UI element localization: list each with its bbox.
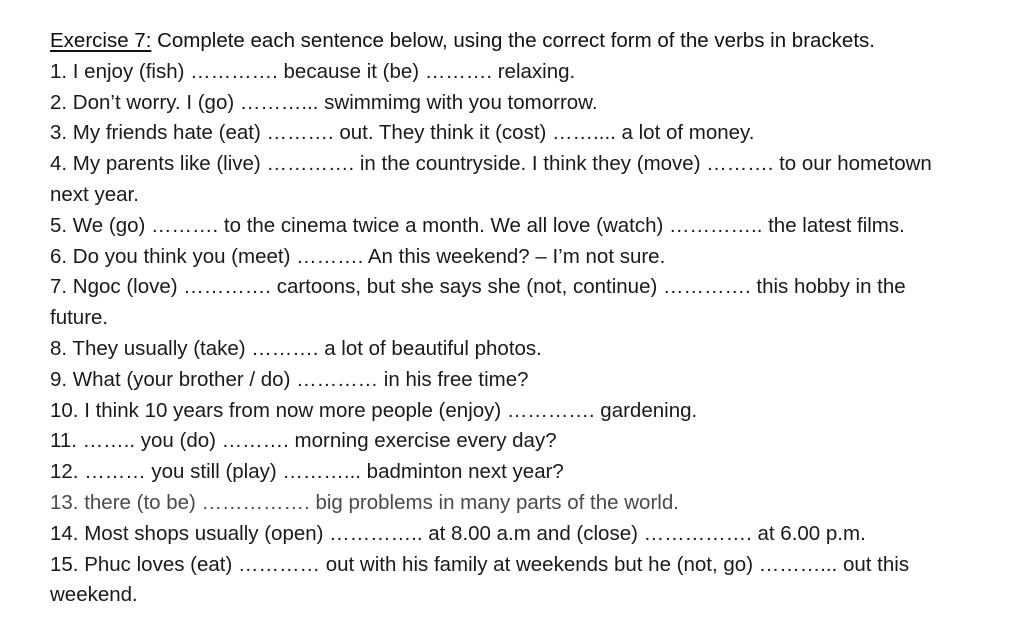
sentence-line: 5. We (go) ………. to the cinema twice a month. We all love (watch) ………….. the latest films. [50, 213, 905, 237]
sentence-line: 11. …….. you (do) ………. morning exercise every day? [50, 429, 557, 453]
sentence-line: 9. What (your brother / do) ………… in his free time? [50, 367, 529, 391]
sentence-continuation: next year. [50, 182, 139, 206]
sentence-line: 15. Phuc loves (eat) ………… out with his family at weekends but he (not, go) ………... out this [50, 552, 910, 576]
exercise-label: Exercise 7: [50, 29, 152, 52]
sentence-line: 1. I enjoy (fish) …………. because it (be) ………. relaxing. [50, 59, 576, 83]
sentence-line: 4. My parents like (live) …………. in the countryside. I think they (move) ………. to our hometown [50, 152, 932, 176]
sentence-line: 7. Ngoc (love) …………. cartoons, but she says she (not, continue) …………. this hobby in the [50, 275, 906, 299]
sentence-line: 14. Most shops usually (open) ………….. at 8.00 a.m and (close) ……………. at 6.00 p.m. [50, 521, 866, 545]
sentence-line: 10. I think 10 years from now more people (enjoy) …………. gardening. [50, 398, 698, 422]
sentence-continuation: future. [50, 306, 109, 330]
sentence-line: 3. My friends hate (eat) ………. out. They think it (cost) …….... a lot of money. [50, 121, 755, 145]
sentence-line: 13. there (to be) ……………. big problems in many parts of the world. [50, 490, 679, 514]
sentence-line: 2. Don’t worry. I (go) ………... swimmimg with you tomorrow. [50, 90, 598, 114]
sentence-line: 8. They usually (take) ………. a lot of beautiful photos. [50, 336, 542, 360]
sentence-continuation: weekend. [50, 583, 138, 607]
sentence-line: 6. Do you think you (meet) ………. An this weekend? – I’m not sure. [50, 244, 666, 268]
exercise-heading [50, 26, 1018, 57]
sentence-line: 12. ……… you still (play) ………... badminton next year? [50, 460, 564, 484]
worksheet [50, 26, 1018, 611]
exercise-instruction: Complete each sentence below, using the correct form of the verbs in brackets. [151, 29, 875, 52]
